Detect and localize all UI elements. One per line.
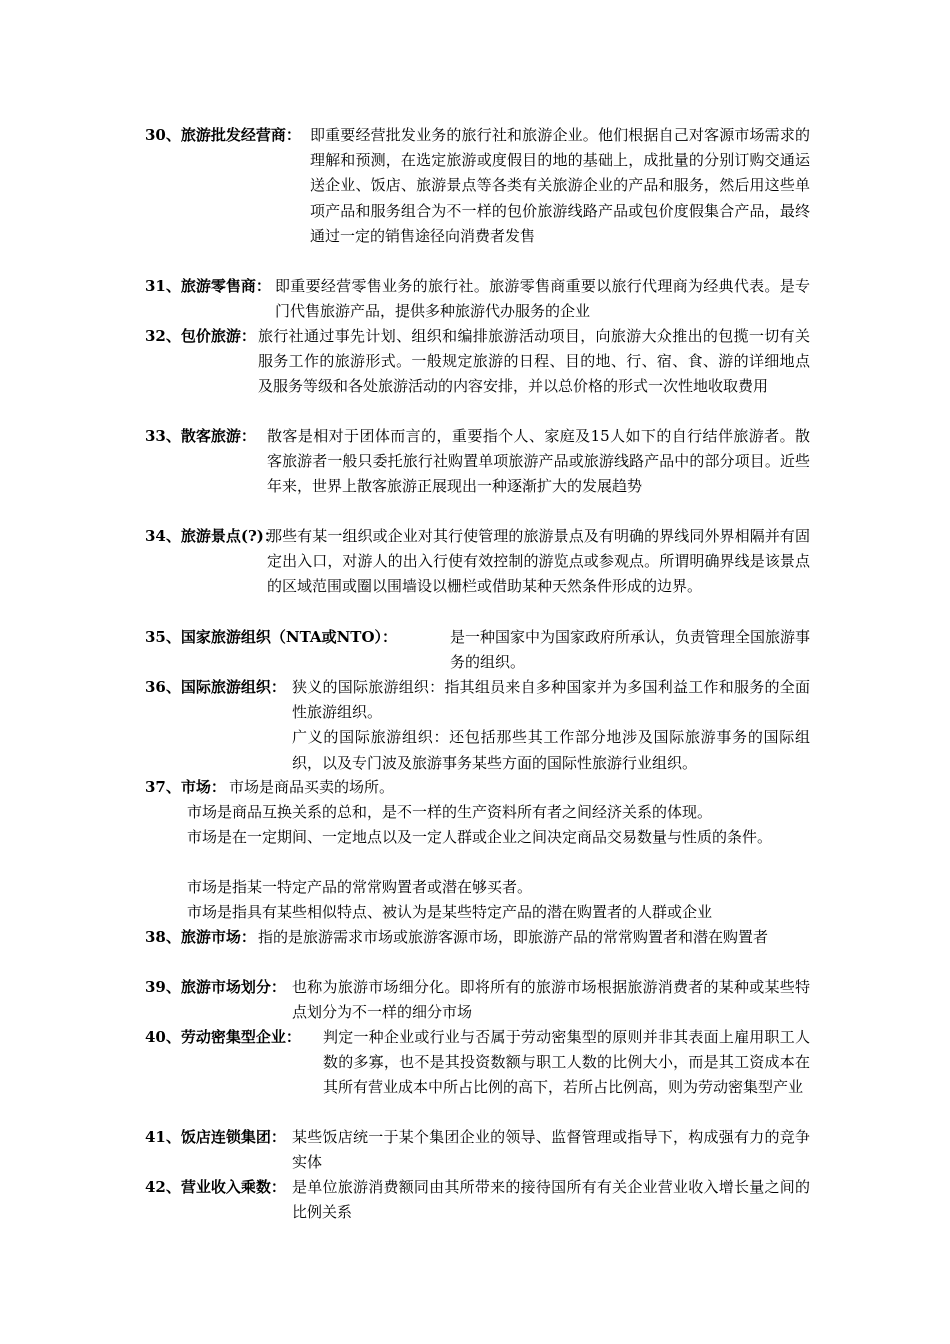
entry-definition: 旅行社通过事先计划、组织和编排旅游活动项目，向旅游大众推出的包揽一切有关服务工作的旅游形式。一般规定旅游的日程、目的地、行、宿、食、游的详细地点及服务等级和各处旅游活动的内容安排，并以总价格的形式一次性地收取费用 (258, 327, 810, 396)
entry-term: 30、旅游批发经营商： (145, 126, 301, 144)
entry-term: 31、旅游零售商： (145, 277, 271, 295)
glossary-entry-30 (145, 123, 810, 249)
glossary-entry-35 (145, 625, 810, 675)
glossary-entry-31 (145, 274, 810, 324)
entry-term: 38、旅游市场： (145, 928, 256, 946)
glossary-entry-39 (145, 975, 810, 1025)
entry-definition: 某些饭店统一于某个集团企业的领导、监督管理或指导下，构成强有力的竞争实体 (292, 1128, 810, 1172)
entry-definition: 是单位旅游消费额同由其所带来的接待国所有有关企业营业收入增长量之间的比例关系 (292, 1178, 810, 1222)
entry-definition: 也称为旅游市场细分化。即将所有的旅游市场根据旅游消费者的某种或某些特点划分为不一样的细分市场 (292, 978, 810, 1022)
entry-definition: 即重要经营零售业务的旅行社。旅游零售商重要以旅行代理商为经典代表。是专门代售旅游产品，提供多种旅游代办服务的企业 (275, 277, 810, 321)
glossary-entry-37 (145, 775, 810, 800)
entry-definition: 是一种国家中为国家政府所承认，负责管理全国旅游事务的组织。 (450, 628, 811, 672)
entry-term: 35、国家旅游组织（NTA或NTO）： (145, 628, 398, 646)
entry-definition: 指的是旅游需求市场或旅游客源市场，即旅游产品的常常购置者和潜在购置者 (258, 928, 769, 946)
entry-term: 37、市场： (145, 778, 226, 796)
market-definition-item: 市场是商品互换关系的总和，是不一样的生产资料所有者之间经济关系的体现。 (187, 803, 713, 821)
entry-definition: 市场是商品买卖的场所。 (229, 778, 395, 796)
glossary-entry-42 (145, 1175, 810, 1225)
glossary-entry-32 (145, 324, 810, 400)
glossary-entry-38 (145, 925, 810, 950)
entry-definition: 即重要经营批发业务的旅行社和旅游企业。他们根据自己对客源市场需求的理解和预测，在选定旅游或度假目的地的基础上，成批量的分别订购交通运送企业、饭店、旅游景点等各类有关旅游企业的产品和服务，然后用这些单项产品和服务组合为不一样的包价旅游线路产品或包价度假集合产品，最终通过一定的销售途径向消费者发售 (310, 126, 810, 245)
entry-term: 33、散客旅游： (145, 427, 256, 445)
market-definition-item: 市场是指某一特定产品的常常购置者或潜在够买者。 (187, 878, 533, 896)
entry-definition: 判定一种企业或行业与否属于劳动密集型的原则并非其表面上雇用职工人数的多寡，也不是其投资数额与职工人数的比例大小，而是其工资成本在其所有营业成本中所占比例的高下，若所占比例高，则为劳动密集型产业 (323, 1028, 810, 1097)
market-definition-item: 市场是指具有某些相似特点、被认为是某些特定产品的潜在购置者的人群或企业 (187, 903, 713, 921)
entry-term: 41、饭店连锁集团： (145, 1128, 286, 1146)
entry-term: 42、营业收入乘数： (145, 1178, 286, 1196)
entry-term: 36、国际旅游组织： (145, 678, 286, 696)
entry-definition-continued: 广义的国际旅游组织：还包括那些其工作部分地涉及国际旅游事务的国际组织，以及专门波及旅游事务某些方面的国际性旅游行业组织。 (292, 728, 810, 772)
glossary-entry-34 (145, 524, 810, 600)
glossary-entry-40 (145, 1025, 810, 1101)
entry-definition: 狭义的国际旅游组织：指其组员来自多种国家并为多国利益工作和服务的全面性旅游组织。 (292, 678, 810, 722)
market-definition-item (187, 825, 810, 850)
entry-term: 32、包价旅游： (145, 327, 256, 345)
glossary-entry-41 (145, 1125, 810, 1175)
glossary-entry-33 (145, 424, 810, 500)
entry-term: 39、旅游市场划分： (145, 978, 286, 996)
entry-term: 40、劳动密集型企业： (145, 1028, 301, 1046)
glossary-entry-36 (145, 675, 810, 776)
entry-definition: 散客是相对于团体而言的，重要指个人、家庭及15人如下的自行结伴旅游者。散客旅游者一般只委托旅行社购置单项旅游产品或旅游线路产品中的部分项目。近些年来，世界上散客旅游正展现出一种逐渐扩大的发展趋势 (267, 427, 810, 496)
market-definition-item-text: 市场是在一定期间、一定地点以及一定人群或企业之间决定商品交易数量与性质的条件。 (187, 828, 773, 846)
entry-definition: 那些有某一组织或企业对其行使管理的旅游景点及有明确的界线同外界相隔并有固定出入口，对游人的出入行使有效控制的游览点或参观点。所谓明确界线是该景点的区域范围或圈以围墙设以栅栏或借助某种天然条件形成的边界。 (267, 527, 810, 596)
entry-term: 34、旅游景点(?)： (145, 527, 279, 545)
